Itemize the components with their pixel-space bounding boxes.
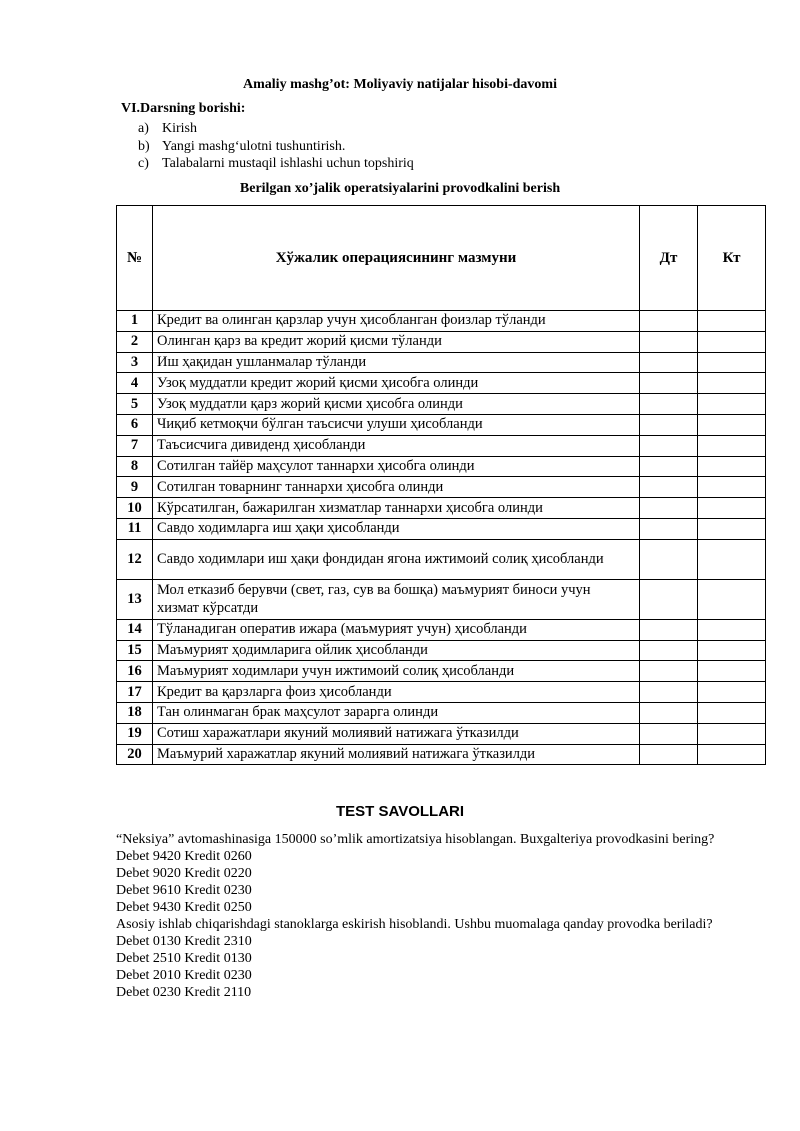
answer-option: Debet 9420 Kredit 0260 [116, 849, 252, 864]
debit-cell [640, 477, 698, 498]
table-row [117, 373, 766, 394]
debit-cell [640, 661, 698, 682]
debit-cell [640, 640, 698, 661]
operation-text: Олинган қарз ва кредит жорий қисми тўланди [153, 331, 640, 352]
row-number: 5 [117, 394, 153, 415]
answer-option: Debet 2510 Kredit 0130 [116, 951, 252, 966]
row-number: 10 [117, 498, 153, 519]
table-row [117, 661, 766, 682]
debit-cell [640, 518, 698, 539]
table-row [117, 744, 766, 765]
operation-text: Чиқиб кетмоқчи бўлган таъсисчи улуши ҳисобланди [153, 414, 640, 435]
credit-cell [698, 373, 766, 394]
credit-cell [698, 498, 766, 519]
operations-table [116, 205, 766, 765]
table-row [117, 539, 766, 579]
row-number: 7 [117, 435, 153, 456]
operation-text: Сотилган тайёр маҳсулот таннархи ҳисобга олинди [153, 456, 640, 477]
operation-text: Кредит ва олинган қарзлар учун ҳисобланган фоизлар тўланди [153, 311, 640, 332]
operation-text: Мол етказиб берувчи (свет, газ, сув ва бошқа) маъмурият биноси учун хизмат кўрсатди [153, 579, 640, 619]
table-row [117, 352, 766, 373]
answer-option: Debet 2010 Kredit 0230 [116, 968, 252, 983]
debit-cell [640, 579, 698, 619]
operation-text: Сотилган товарнинг таннархи ҳисобга олинди [153, 477, 640, 498]
debit-cell [640, 352, 698, 373]
table-row [117, 331, 766, 352]
table-row [117, 723, 766, 744]
answer-option: Debet 9430 Kredit 0250 [116, 900, 252, 915]
credit-cell [698, 311, 766, 332]
row-number: 17 [117, 682, 153, 703]
operation-text: Сотиш харажатлари якуний молиявий натижага ўтказилди [153, 723, 640, 744]
answer-option: Debet 0230 Kredit 2110 [116, 985, 252, 1000]
credit-cell [698, 331, 766, 352]
table-row [117, 682, 766, 703]
table-header-row [117, 206, 766, 311]
row-number: 20 [117, 744, 153, 765]
debit-cell [640, 682, 698, 703]
operation-text: Тўланадиган оператив ижара (маъмурият учун) ҳисобланди [153, 619, 640, 640]
agenda-marker: b) [138, 138, 150, 154]
credit-cell [698, 744, 766, 765]
row-number: 3 [117, 352, 153, 373]
operation-text: Маъмурият ҳодимларига ойлик ҳисобланди [153, 640, 640, 661]
operation-text: Кўрсатилган, бажарилган хизматлар таннархи ҳисобга олинди [153, 498, 640, 519]
operation-text: Иш ҳақидан ушланмалар тўланди [153, 352, 640, 373]
question-text: Asosiy ishlab chiqarishdagi stanoklarga eskirish hisoblandi. Ushbu muomalaga qanday provodka beriladi? [116, 917, 713, 932]
credit-cell [698, 682, 766, 703]
row-number: 2 [117, 331, 153, 352]
table-row [117, 414, 766, 435]
table-row [117, 394, 766, 415]
section-heading: VI.Darsning borishi: [121, 101, 246, 116]
debit-cell [640, 498, 698, 519]
table-row [117, 640, 766, 661]
debit-cell [640, 414, 698, 435]
question-text: “Neksiya” avtomashinasiga 150000 so’mlik amortizatsiya hisoblangan. Buxgalteriya provodkasini bering? [116, 832, 715, 847]
row-number: 16 [117, 661, 153, 682]
table-row [117, 702, 766, 723]
operation-text: Узоқ муддатли кредит жорий қисми ҳисобга олинди [153, 373, 640, 394]
credit-cell [698, 435, 766, 456]
operation-text: Маъмурий харажатлар якуний молиявий натижага ўтказилди [153, 744, 640, 765]
column-header-content: Хўжалик операциясининг мазмуни [153, 206, 640, 311]
table-row [117, 456, 766, 477]
credit-cell [698, 414, 766, 435]
debit-cell [640, 539, 698, 579]
row-number: 14 [117, 619, 153, 640]
credit-cell [698, 702, 766, 723]
table-body [117, 311, 766, 765]
debit-cell [640, 723, 698, 744]
row-number: 8 [117, 456, 153, 477]
agenda-text: Kirish [162, 121, 197, 136]
table-row [117, 311, 766, 332]
task-title: Berilgan xo’jalik operatsiyalarini provodkalini berish [239, 181, 561, 196]
row-number: 9 [117, 477, 153, 498]
answer-option: Debet 0130 Kredit 2310 [116, 934, 252, 949]
credit-cell [698, 723, 766, 744]
column-header-number: № [117, 206, 153, 311]
row-number: 18 [117, 702, 153, 723]
operation-text: Савдо ходимларга иш ҳақи ҳисобланди [153, 518, 640, 539]
row-number: 15 [117, 640, 153, 661]
agenda-item [138, 120, 414, 138]
answer-option: Debet 9020 Kredit 0220 [116, 866, 252, 881]
row-number: 12 [117, 539, 153, 579]
operation-text: Тан олинмаган брак маҳсулот зарарга олинди [153, 702, 640, 723]
agenda-marker: a) [138, 121, 149, 136]
credit-cell [698, 394, 766, 415]
table-row [117, 518, 766, 539]
answer-option: Debet 9610 Kredit 0230 [116, 883, 252, 898]
credit-cell [698, 456, 766, 477]
table-row [117, 498, 766, 519]
credit-cell [698, 640, 766, 661]
row-number: 6 [117, 414, 153, 435]
row-number: 19 [117, 723, 153, 744]
agenda-text: Yangi mashg‘ulotni tushuntirish. [162, 138, 346, 154]
agenda-marker: c) [138, 156, 149, 171]
agenda-item [138, 155, 414, 173]
credit-cell [698, 352, 766, 373]
debit-cell [640, 311, 698, 332]
operation-text: Кредит ва қарзларга фоиз ҳисобланди [153, 682, 640, 703]
credit-cell [698, 619, 766, 640]
agenda-item [138, 138, 414, 156]
test-questions [116, 831, 742, 1001]
table-row [117, 619, 766, 640]
credit-cell [698, 477, 766, 498]
table-row [117, 579, 766, 619]
operation-text: Узоқ муддатли қарз жорий қисми ҳисобга олинди [153, 394, 640, 415]
credit-cell [698, 539, 766, 579]
agenda-text: Talabalarni mustaqil ishlashi uchun topshiriq [162, 156, 414, 171]
debit-cell [640, 435, 698, 456]
table-row [117, 477, 766, 498]
page-title: Amaliy mashg’ot: Moliyaviy natijalar hisobi-davomi [243, 77, 557, 92]
debit-cell [640, 331, 698, 352]
row-number: 13 [117, 579, 153, 619]
debit-cell [640, 456, 698, 477]
table-row [117, 435, 766, 456]
credit-cell [698, 661, 766, 682]
column-header-credit: Кт [698, 206, 766, 311]
debit-cell [640, 394, 698, 415]
debit-cell [640, 373, 698, 394]
row-number: 1 [117, 311, 153, 332]
operation-text: Савдо ходимлари иш ҳақи фондидан ягона ижтимоий солиқ ҳисобланди [153, 539, 640, 579]
operation-text: Таъсисчига дивиденд ҳисобланди [153, 435, 640, 456]
credit-cell [698, 579, 766, 619]
debit-cell [640, 619, 698, 640]
agenda-list [138, 120, 414, 173]
debit-cell [640, 744, 698, 765]
debit-cell [640, 702, 698, 723]
test-section-title: TEST SAVOLLARI [335, 803, 465, 820]
row-number: 11 [117, 518, 153, 539]
operation-text: Маъмурият ходимлари учун ижтимоий солиқ ҳисобланди [153, 661, 640, 682]
row-number: 4 [117, 373, 153, 394]
column-header-debit: Дт [640, 206, 698, 311]
credit-cell [698, 518, 766, 539]
